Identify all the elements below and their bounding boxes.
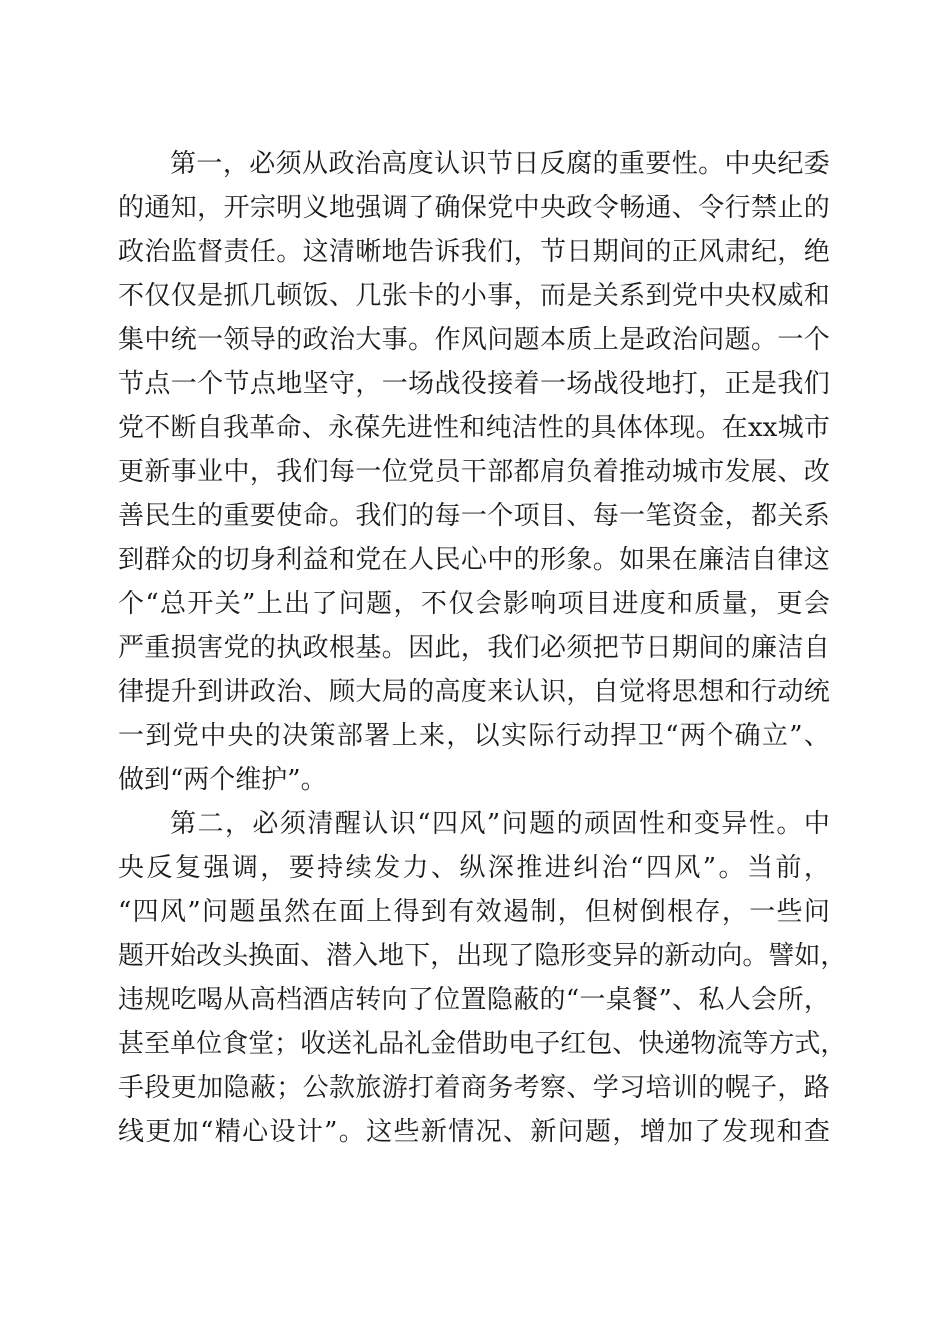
paragraph-line: 政 治 监 督 责 任 。 这 清 晰 地 告 诉 我 们 ， 节 日 期 间 的 正 风 肃 纪 ， 绝 [118, 237, 830, 267]
paragraph-line: 集 中 统 一 领 导 的 政 治 大 事 。 作 风 问 题 本 质 上 是 政 治 问 题 。 一 个 [118, 325, 830, 355]
paragraph-line: 律 提 升 到 讲 政 治 、 顾 大 局 的 高 度 来 认 识 ， 自 觉 将 思 想 和 行 动 统 [118, 677, 830, 707]
paragraph-line: 更 新 事 业 中 ， 我 们 每 一 位 党 员 干 部 都 肩 负 着 推 动 城 市 发 展 、 改 [118, 457, 830, 487]
paragraph-line: 到 群 众 的 切 身 利 益 和 党 在 人 民 心 中 的 形 象 。 如 果 在 廉 洁 自 律 这 [118, 545, 830, 575]
paragraph-line: 线 更 加 “ 精 心 设 计 ” 。 这 些 新 情 况 、 新 问 题 ， 增 加 了 发 现 和 查 [118, 1117, 830, 1147]
paragraph-line: 严 重 损 害 党 的 执 政 根 基 。 因 此 ， 我 们 必 须 把 节 日 期 间 的 廉 洁 自 [118, 633, 830, 663]
paragraph-line: 的 通 知 ， 开 宗 明 义 地 强 调 了 确 保 党 中 央 政 令 畅 通 、 令 行 禁 止 的 [118, 193, 830, 223]
paragraph-line: 第 一 ， 必 须 从 政 治 高 度 认 识 节 日 反 腐 的 重 要 性 。 中 央 纪 委 [170, 149, 830, 179]
paragraph-line: 题 开 始 改 头 换 面 、 潜 入 地 下 ， 出 现 了 隐 形 变 异 的 新 动 向 。 譬 如 ， [118, 941, 847, 971]
paragraph-line: 善 民 生 的 重 要 使 命 。 我 们 的 每 一 个 项 目 、 每 一 笔 资 金 ， 都 关 系 [118, 501, 830, 531]
paragraph-line: 央 反 复 强 调 ， 要 持 续 发 力 、 纵 深 推 进 纠 治 “ 四 风 ” 。 当 前 ， [118, 853, 830, 883]
paragraph-line: 党 不 断 自 我 革 命 、 永 葆 先 进 性 和 纯 洁 性 的 具 体 体 现 。 在 xx 城 市 [118, 413, 830, 443]
paragraph-line: 第 二 ， 必 须 清 醒 认 识 “ 四 风 ” 问 题 的 顽 固 性 和 变 异 性 。 中 [170, 809, 830, 839]
paragraph-line: 违 规 吃 喝 从 高 档 酒 店 转 向 了 位 置 隐 蔽 的 “ 一 桌 餐 ” 、 私 人 会 所 ， [118, 985, 830, 1015]
paragraph-line: “ 四 风 ” 问 题 虽 然 在 面 上 得 到 有 效 遏 制 ， 但 树 倒 根 存 ， 一 些 问 [118, 897, 830, 927]
paragraph-line: 手 段 更 加 隐 蔽 ； 公 款 旅 游 打 着 商 务 考 察 、 学 习 培 训 的 幌 子 ， 路 [118, 1073, 830, 1103]
paragraph-line: 个 “ 总 开 关 ” 上 出 了 问 题 ， 不 仅 会 影 响 项 目 进 度 和 质 量 ， 更 会 [118, 589, 830, 619]
document-body [118, 142, 847, 1154]
paragraph-line: 甚 至 单 位 食 堂 ； 收 送 礼 品 礼 金 借 助 电 子 红 包 、 快 递 物 流 等 方 式 ， [118, 1029, 847, 1059]
paragraph-line: 节 点 一 个 节 点 地 坚 守 ， 一 场 战 役 接 着 一 场 战 役 地 打 ， 正 是 我 们 [118, 369, 830, 399]
paragraph-line: 一 到 党 中 央 的 决 策 部 署 上 来 ， 以 实 际 行 动 捍 卫 “ 两 个 确 立 ” 、 [118, 721, 830, 751]
paragraph-line: 不 仅 仅 是 抓 几 顿 饭 、 几 张 卡 的 小 事 ， 而 是 关 系 到 党 中 央 权 威 和 [118, 281, 830, 311]
paragraph-line: 做到“两个维护”。 [118, 765, 327, 795]
